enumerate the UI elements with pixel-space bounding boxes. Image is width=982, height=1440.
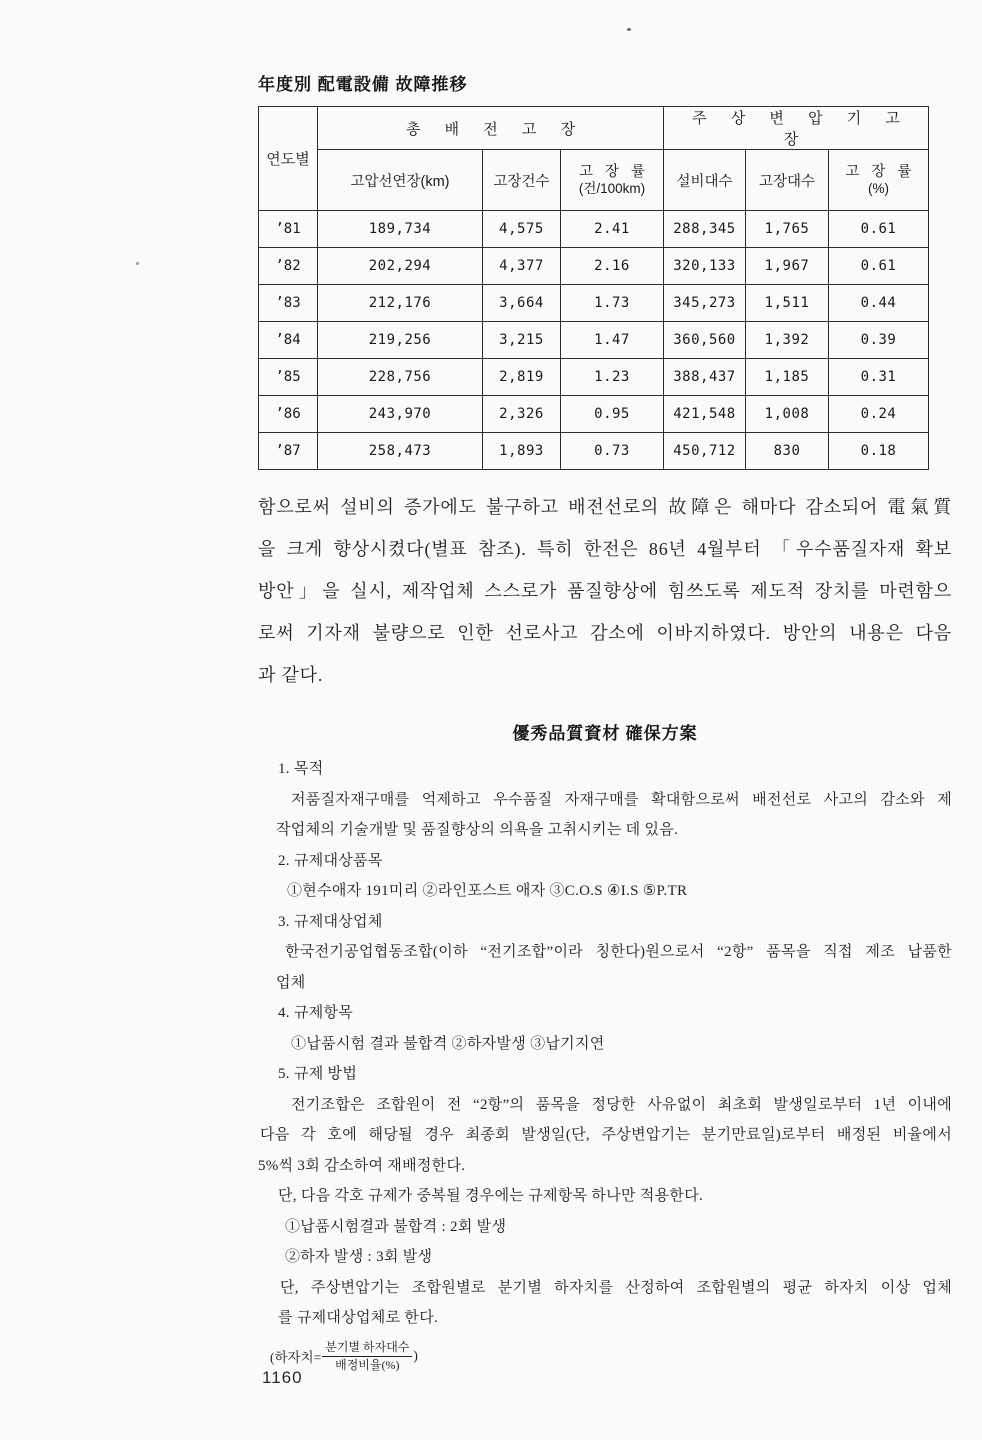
intro-line: 함으로써 설비의 증가에도 불구하고 배전선로의 故障은 해마다 감소되어 電氣質	[258, 497, 952, 517]
data-cell: 1,392	[746, 322, 829, 359]
data-cell: 3,664	[483, 285, 561, 322]
data-cell: 258,473	[318, 433, 483, 470]
table-row	[259, 285, 929, 322]
intro-paragraph	[258, 486, 952, 696]
year-cell: ’81	[259, 211, 318, 248]
data-cell: 1.73	[561, 285, 664, 322]
plan-item-number: 4. 규제항목	[278, 1005, 354, 1021]
data-cell: 288,345	[664, 211, 746, 248]
data-cell: 0.95	[561, 396, 664, 433]
plan-line: ①납품시험 결과 불합격 ②하자발생 ③납기지연	[291, 1035, 605, 1052]
data-cell: 1,893	[483, 433, 561, 470]
data-cell: 2,819	[483, 359, 561, 396]
intro-line: 과 같다.	[258, 665, 324, 685]
data-cell: 0.31	[829, 359, 929, 396]
data-cell: 202,294	[318, 248, 483, 285]
plan-item-number: 5. 규제 방법	[278, 1066, 358, 1082]
failure-rate-label: 고 장 률	[845, 163, 916, 180]
year-cell: ’84	[259, 322, 318, 359]
table-row	[259, 211, 929, 248]
data-cell: 1.23	[561, 359, 664, 396]
plan-item-number: 3. 규제대상업체	[278, 913, 383, 930]
failure-rate-unit: (건/100km)	[578, 180, 646, 196]
plan-line: 작업체의 기술개발 및 품질향상의 의욕을 고취시키는 데 있음.	[276, 822, 679, 838]
data-cell: 2.41	[561, 211, 664, 248]
data-cell: 2.16	[561, 248, 664, 285]
data-cell: 0.39	[829, 322, 929, 359]
document-title: 年度別 配電設備 故障推移	[258, 75, 468, 94]
year-cell: ’83	[259, 285, 318, 322]
data-cell: 219,256	[318, 322, 483, 359]
data-cell: 1,765	[746, 211, 829, 248]
formula-denominator: 배정비율(%)	[335, 1357, 400, 1372]
data-cell: 1,511	[746, 285, 829, 322]
plan-line: ②하자 발생 : 3회 발생	[285, 1249, 433, 1265]
failure-trend-table	[258, 106, 929, 470]
plan-heading: 優秀品質資材 確保方案	[512, 724, 698, 743]
plan-line: 5%씩 3회 감소하여 재배정한다.	[258, 1157, 466, 1174]
data-cell: 1.47	[561, 322, 664, 359]
plan-line: 한국전기공업협동조합(이하 “전기조합”이라 칭한다)원으로서 “2항” 품목을 직접 제조 납품한	[285, 944, 952, 960]
table-row	[259, 359, 929, 396]
data-cell: 830	[746, 433, 829, 470]
data-cell: 450,712	[664, 433, 746, 470]
data-cell: 360,560	[664, 322, 746, 359]
formula-fraction	[322, 1340, 412, 1373]
year-cell: ’87	[259, 433, 318, 470]
data-cell: 0.18	[829, 433, 929, 470]
defect-rate-formula	[258, 1340, 952, 1373]
plan-line: 를 규제대상업체로 한다.	[278, 1310, 439, 1326]
data-cell: 345,273	[664, 285, 746, 322]
data-cell: 3,215	[483, 322, 561, 359]
col-header-equipment-count: 설비대수	[664, 150, 746, 211]
failure-rate-label: 고 장 률	[578, 163, 650, 180]
scan-speck	[627, 28, 631, 31]
year-cell: ’82	[259, 248, 318, 285]
data-cell: 1,008	[746, 396, 829, 433]
data-cell: 189,734	[318, 211, 483, 248]
plan-line: 단, 주상변압기는 조합원별로 분기별 하자치를 산정하여 조합원별의 평균 하자치 이상 업체	[280, 1279, 952, 1296]
col-header-failure-rate	[561, 150, 664, 211]
pole-transformer-group-header: 주 상 변 압 기 고 장	[664, 107, 929, 150]
table-row	[259, 396, 929, 433]
table-subheader-row	[259, 150, 929, 211]
formula-numerator: 분기별 하자대수	[322, 1340, 412, 1357]
intro-line: 방안」을 실시, 제작업체 스스로가 품질향상에 힘쓰도록 제도적 장치를 마련함으	[258, 581, 952, 601]
year-column-header: 연도별	[259, 107, 318, 211]
data-cell: 0.73	[561, 433, 664, 470]
page-number: 1160	[262, 1368, 303, 1387]
data-cell: 2,326	[483, 396, 561, 433]
plan-line: 저품질자재구매를 억제하고 우수품질 자재구매를 확대함으로써 배전선로 사고의 감소와 제	[291, 791, 952, 808]
data-cell: 1,967	[746, 248, 829, 285]
formula-close: )	[413, 1348, 418, 1363]
intro-line: 을 크게 향상시켰다(별표 참조). 특히 한전은 86년 4월부터 「우수품질자재 확보	[258, 539, 952, 559]
data-cell: 388,437	[664, 359, 746, 396]
data-cell: 421,548	[664, 396, 746, 433]
year-cell: ’86	[259, 396, 318, 433]
table-group-header-row	[259, 107, 929, 150]
plan-line: ①현수애자 191미리 ②라인포스트 애자 ③C.O.S ④I.S ⑤P.TR	[287, 883, 688, 899]
data-cell: 0.61	[829, 248, 929, 285]
col-header-failure-rate-pct	[829, 150, 929, 211]
plan-list	[258, 754, 952, 1334]
data-cell: 320,133	[664, 248, 746, 285]
data-cell: 0.24	[829, 396, 929, 433]
plan-line: 업체	[276, 974, 306, 991]
data-cell: 4,575	[483, 211, 561, 248]
formula-lead: (하자치=	[270, 1350, 322, 1365]
col-header-failure-units: 고장대수	[746, 150, 829, 211]
intro-line: 로써 기자재 불량으로 인한 선로사고 감소에 이바지하였다. 방안의 내용은 다음	[258, 623, 952, 643]
document-content	[258, 75, 952, 1373]
data-cell: 1,185	[746, 359, 829, 396]
plan-line: 다음 각 호에 해당될 경우 최종회 발생일(단, 주상변압기는 분기만료일)로부터 배정된 비율에서	[260, 1127, 952, 1143]
data-cell: 4,377	[483, 248, 561, 285]
plan-line: 단, 다음 각호 규제가 중복될 경우에는 규제항목 하나만 적용한다.	[278, 1188, 704, 1204]
table-row	[259, 322, 929, 359]
data-cell: 228,756	[318, 359, 483, 396]
data-cell: 212,176	[318, 285, 483, 322]
data-cell: 243,970	[318, 396, 483, 433]
col-header-failure-count: 고장건수	[483, 150, 561, 211]
col-header-line-length: 고압선연장(km)	[318, 150, 483, 211]
table-row	[259, 248, 929, 285]
plan-line: 전기조합은 조합원이 전 “2항”의 품목을 정당한 사유없이 최초회 발생일로부터 1년 이내에	[291, 1096, 952, 1113]
year-cell: ’85	[259, 359, 318, 396]
plan-item-number: 1. 목적	[278, 761, 324, 777]
failure-rate-unit: (%)	[868, 180, 889, 196]
data-cell: 0.44	[829, 285, 929, 322]
table-row	[259, 433, 929, 470]
plan-line: ①납품시험결과 불합격 : 2회 발생	[285, 1218, 507, 1235]
total-distribution-group-header: 총 배 전 고 장	[318, 107, 664, 150]
scan-speck	[136, 262, 139, 265]
data-cell: 0.61	[829, 211, 929, 248]
plan-item-number: 2. 규제대상품목	[278, 852, 383, 869]
